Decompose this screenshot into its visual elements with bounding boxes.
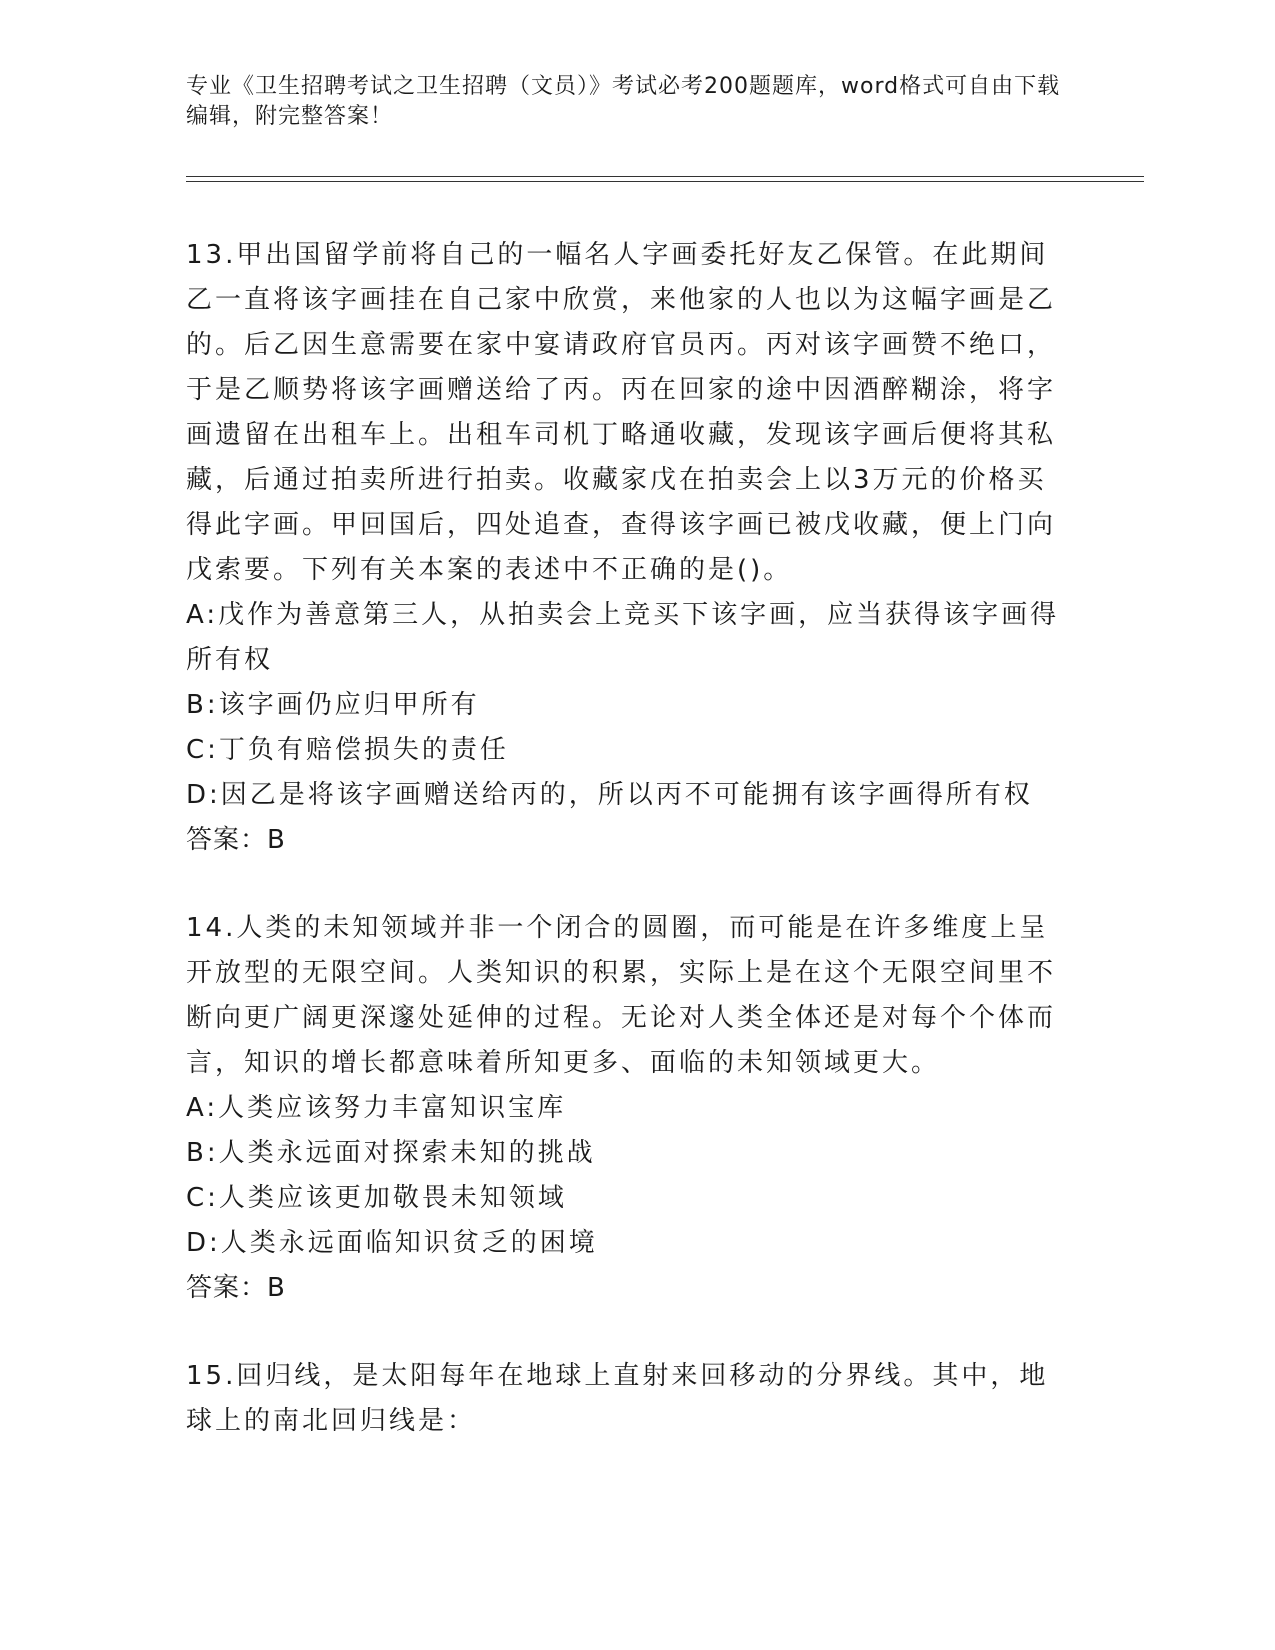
question-13 <box>186 233 1066 863</box>
option-a: A:人类应该努力丰富知识宝库 <box>186 1093 567 1123</box>
option-b: B:人类永远面对探索未知的挑战 <box>186 1138 596 1168</box>
option-b: B:该字画仍应归甲所有 <box>186 690 480 720</box>
option-a: A:戊作为善意第三人，从拍卖会上竞买下该字画，应当获得该字画得所有权 <box>186 600 1060 675</box>
question-15 <box>186 1354 1066 1444</box>
option-c: C:丁负有赔偿损失的责任 <box>186 735 509 765</box>
option-c: C:人类应该更加敬畏未知领域 <box>186 1183 567 1213</box>
question-stem: 13.甲出国留学前将自己的一幅名人字画委托好友乙保管。在此期间乙一直将该字画挂在自己家中欣赏，来他家的人也以为这幅字画是乙的。后乙因生意需要在家中宴请政府官员丙。丙对该字画赞不绝口，于是乙顺势将该字画赠送给了丙。丙在回家的途中因酒醉糊涂，将字画遗留在出租车上。出租车司机丁略通收藏，发现该字画后便将其私藏，后通过拍卖所进行拍卖。收藏家戊在拍卖会上以3万元的价格买得此字画。甲回国后，四处追查，查得该字画已被戊收藏，便上门向戊索要。下列有关本案的表述中不正确的是()。 <box>186 240 1057 585</box>
question-list <box>186 233 1066 1444</box>
header-divider-top <box>186 176 1144 177</box>
question-14 <box>186 906 1066 1311</box>
option-d: D:因乙是将该字画赠送给丙的，所以丙不可能拥有该字画得所有权 <box>186 780 1033 810</box>
answer-line: 答案：B <box>186 1273 286 1303</box>
option-d: D:人类永远面临知识贫乏的困境 <box>186 1228 598 1258</box>
header-divider-bottom <box>186 181 1144 182</box>
answer-line: 答案：B <box>186 825 286 855</box>
document-header: 专业《卫生招聘考试之卫生招聘（文员）》考试必考200题题库，word格式可自由下载编辑，附完整答案！ <box>186 74 1061 129</box>
question-stem: 15.回归线，是太阳每年在地球上直射来回移动的分界线。其中，地球上的南北回归线是： <box>186 1361 1049 1436</box>
question-stem: 14.人类的未知领域并非一个闭合的圆圈，而可能是在许多维度上呈开放型的无限空间。人类知识的积累，实际上是在这个无限空间里不断向更广阔更深邃处延伸的过程。无论对人类全体还是对每个个体而言，知识的增长都意味着所知更多、面临的未知领域更大。 <box>186 913 1057 1078</box>
